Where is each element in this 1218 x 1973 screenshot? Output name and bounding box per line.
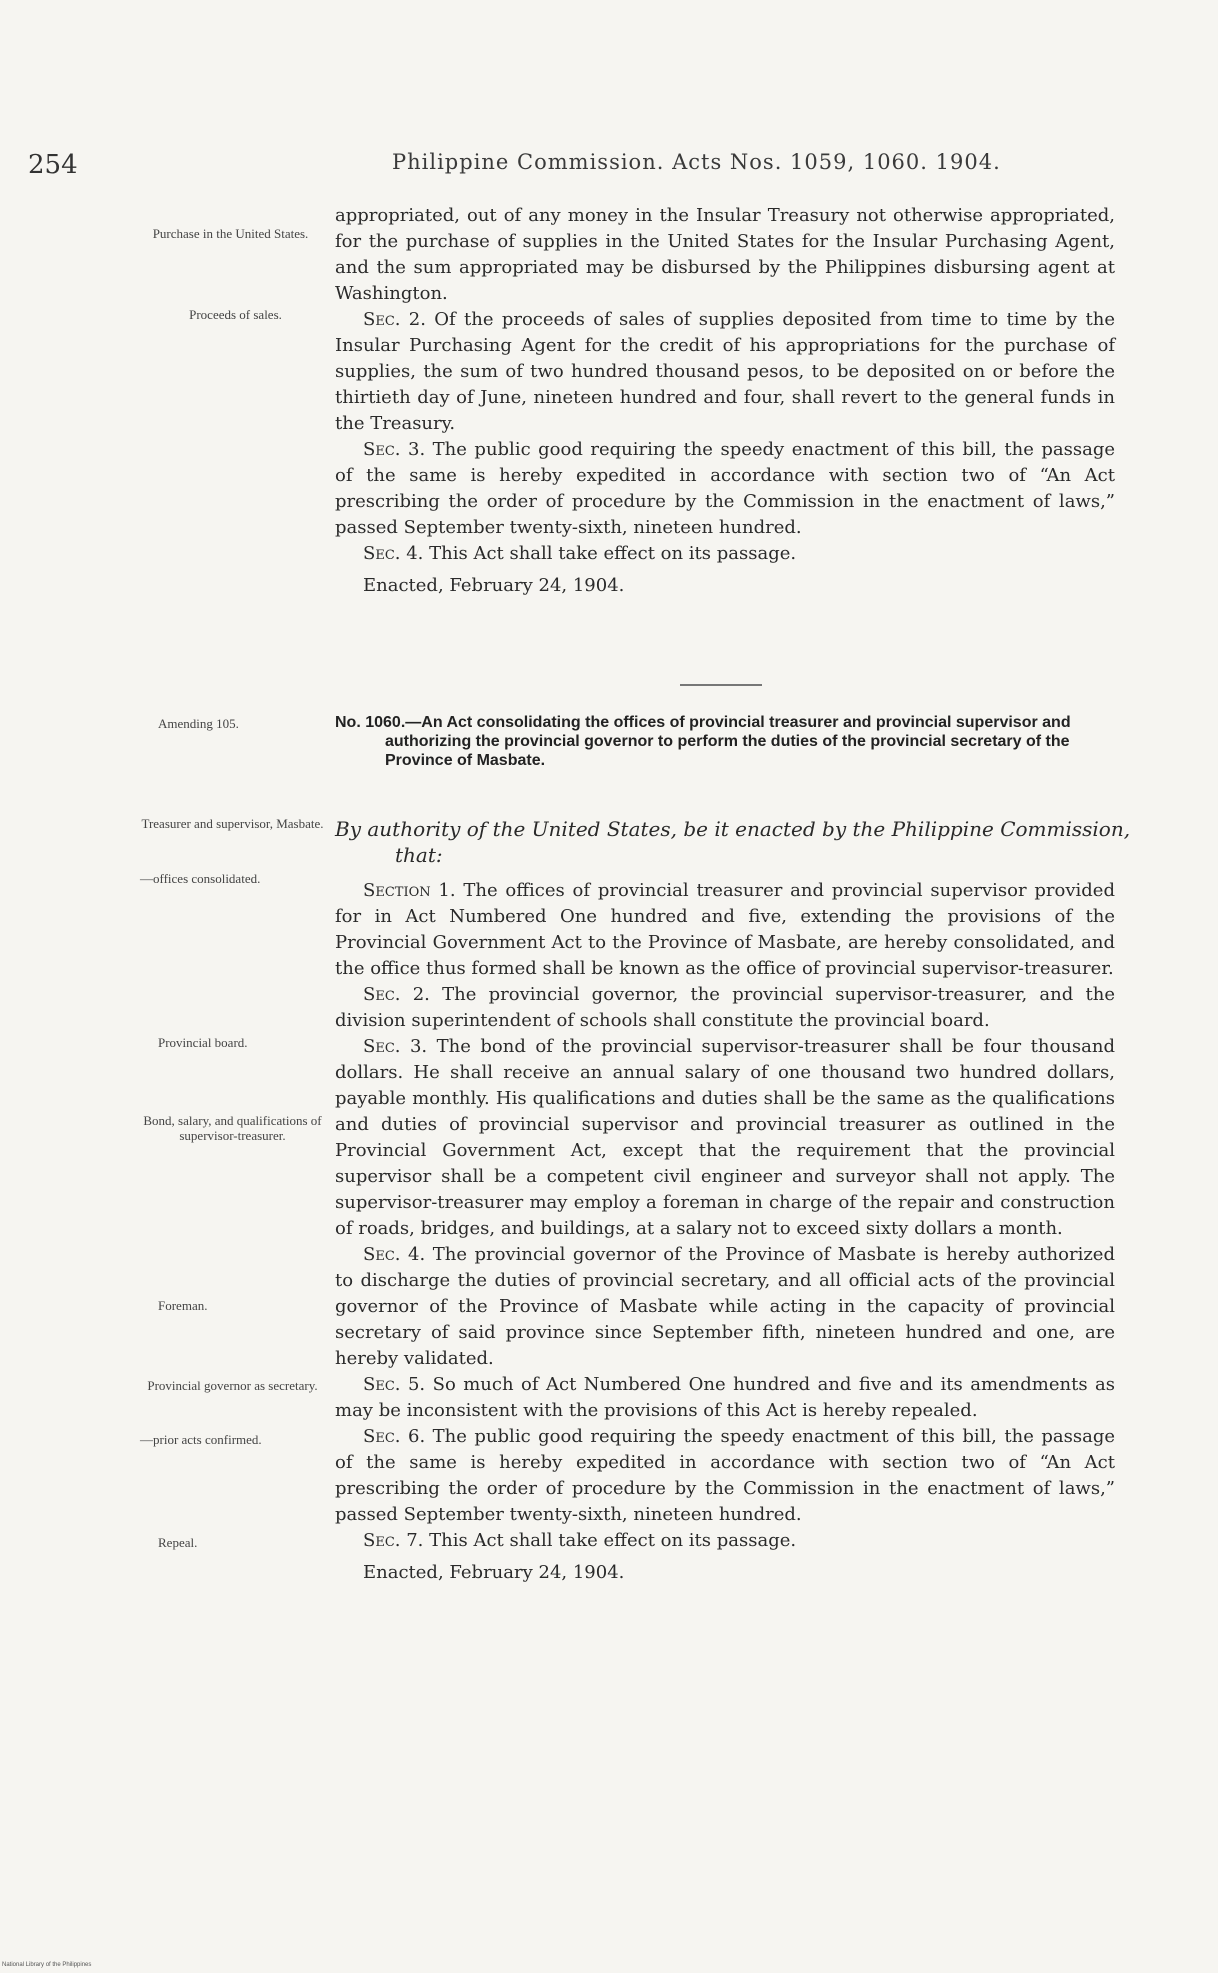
section-label: Sec. 2. [363, 984, 430, 1005]
section-text: The provincial governor, the provincial supervisor-treasurer, and the division superintendent of schools shall constitute the provincial board. [335, 984, 1115, 1031]
act-1060-section-1 [335, 878, 1115, 982]
section-label: Sec. 4. [363, 543, 424, 564]
act-1059-body [335, 203, 1115, 599]
section-text: This Act shall take effect on its passage. [429, 1530, 797, 1551]
act-1059-paragraph-1: appropriated, out of any money in the Insular Treasury not otherwise appropriated, for the purchase of supplies in the United States for the Insular Purchasing Agent, and the sum appropriated may be disbursed by the Philippines disbursing agent at Washington. [335, 205, 1115, 304]
section-label: Sec. 7. [363, 1530, 424, 1551]
act-1060-title [335, 713, 1115, 770]
section-text: This Act shall take effect on its passage. [429, 543, 797, 564]
act-1060-section-4 [335, 1242, 1115, 1372]
act-1059-section-4 [335, 541, 1115, 567]
act-title-text: —An Act consolidating the offices of provincial treasurer and provincial supervisor and authorizing the provincial governor to perform the duties of the provincial secretary of the Province of Masbate. [385, 714, 1071, 769]
page-number: 254 [28, 150, 78, 180]
section-text: Of the proceeds of sales of supplies deposited from time to time by the Insular Purchasing Agent for the credit of his appropriations for the purchase of supplies, the sum of two hundred thousand pesos, to be deposited on or before the thirtieth day of June, nineteen hundred and four, shall revert to the general funds in the Treasury. [335, 309, 1115, 434]
act-1060-section-5 [335, 1372, 1115, 1424]
margin-note-foreman: Foreman. [158, 1298, 208, 1313]
margin-note-governor: Provincial governor as secretary. [147, 1378, 318, 1393]
act-1060-section-7 [335, 1528, 1115, 1554]
margin-note-bond: Bond, salary, and qualifications of supervisor-treasurer. [143, 1113, 322, 1143]
section-text: So much of Act Numbered One hundred and five and its amendments as may be inconsistent with the provisions of this Act is hereby repealed. [335, 1374, 1115, 1421]
margin-note-treasurer: Treasurer and supervisor, Masbate. [141, 816, 324, 831]
margin-note-board: Provincial board. [158, 1035, 248, 1050]
footer-source: National Library of the Philippines [2, 1962, 92, 1968]
act-1059-enacted-date: Enacted, February 24, 1904. [363, 575, 625, 596]
act-1059-section-2 [335, 307, 1115, 437]
section-label: Sec. 3. [363, 439, 426, 460]
section-divider [680, 684, 762, 686]
section-text: The provincial governor of the Province of Masbate is hereby authorized to discharge the duties of provincial secretary, and all official acts of the provincial governor of the Province of Masbate while acting in the capacity of provincial secretary of said province since September fifth, nineteen hundred and one, are hereby validated. [335, 1244, 1115, 1369]
act-number: No. 1060. [335, 714, 406, 731]
margin-note-prior: —prior acts confirmed. [140, 1432, 262, 1447]
act-1060-section-6 [335, 1424, 1115, 1528]
section-text: The public good requiring the speedy enactment of this bill, the passage of the same is hereby expedited in accordance with section two of “An Act prescribing the order of procedure by the Commission in the enactment of laws,” passed September twenty-sixth, nineteen hundred. [335, 439, 1115, 538]
section-label: Sec. 4. [363, 1244, 426, 1265]
act-1060-enacted-date: Enacted, February 24, 1904. [363, 1562, 625, 1583]
act-1060-section-3 [335, 1034, 1115, 1242]
act-1060-body [335, 878, 1115, 1586]
section-text: The bond of the provincial supervisor-treasurer shall be four thousand dollars. He shall receive an annual salary of one thousand two hundred dollars, payable monthly. His qualifications and duties shall be the same as the qualifications and duties of provincial supervisor and provincial treasurer as outlined in the Provincial Government Act, except that the requirement that the provincial supervisor shall be a competent civil engineer and surveyor shall not apply. The supervisor-treasurer may employ a foreman in charge of the repair and construction of roads, bridges, and buildings, at a salary not to exceed sixty dollars a month. [335, 1036, 1115, 1239]
section-label: Sec. 3. [363, 1036, 428, 1057]
margin-note-proceeds: Proceeds of sales. [189, 307, 282, 322]
margin-note-offices: —offices consolidated. [140, 871, 261, 886]
section-text: The offices of provincial treasurer and provincial supervisor provided for in Act Numbered One hundred and five, extending the provisions of the Provincial Government Act to the Province of Masbate, are hereby consolidated, and the office thus formed shall be known as the office of provincial supervisor-treasurer. [335, 880, 1115, 979]
act-1059-section-3 [335, 437, 1115, 541]
section-label: Section 1. [363, 880, 456, 901]
section-text: The public good requiring the speedy enactment of this bill, the passage of the same is hereby expedited in accordance with section two of “An Act prescribing the order of procedure by the Commission in the enactment of laws,” passed September twenty-sixth, nineteen hundred. [335, 1426, 1115, 1525]
section-label: Sec. 2. [363, 309, 426, 330]
margin-note-repeal: Repeal. [158, 1535, 198, 1550]
section-label: Sec. 5. [363, 1374, 426, 1395]
running-head: Philippine Commission. Acts Nos. 1059, 1060. 1904. [392, 150, 1001, 174]
act-1060-section-2 [335, 982, 1115, 1034]
section-label: Sec. 6. [363, 1426, 426, 1447]
enacting-clause: By authority of the United States, be it enacted by the Philippine Commission, that: [335, 817, 1131, 867]
margin-note-purchase: Purchase in the United States. [152, 226, 309, 241]
margin-note-amending: Amending 105. [158, 716, 239, 731]
